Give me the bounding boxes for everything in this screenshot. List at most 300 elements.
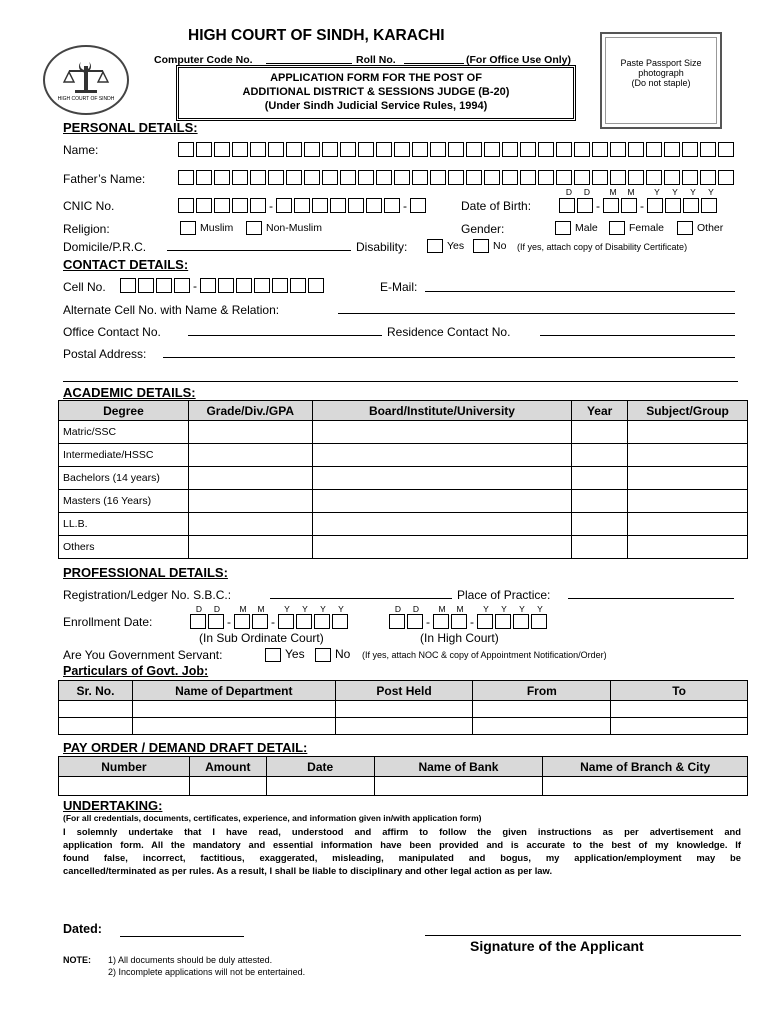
char-box[interactable]: [556, 142, 572, 157]
char-box[interactable]: [196, 198, 212, 213]
date-format-letter: Y: [654, 187, 660, 197]
table-cell[interactable]: [628, 467, 748, 490]
char-box[interactable]: [190, 614, 206, 629]
pay-order-heading: PAY ORDER / DEMAND DRAFT DETAIL:: [63, 740, 308, 755]
undertaking-line: application form. All the mandatory and essential information have been provided and is accurate to the best of my knowledge. If: [63, 839, 741, 850]
table-cell[interactable]: [312, 421, 572, 444]
char-box[interactable]: [332, 614, 348, 629]
char-box[interactable]: [646, 170, 662, 185]
govt-servant-label: Are You Government Servant:: [63, 648, 223, 662]
date-format-letter: M: [456, 604, 464, 614]
char-box[interactable]: [448, 170, 464, 185]
dob-format-hint: [560, 187, 720, 197]
table-cell[interactable]: [473, 701, 611, 718]
char-box[interactable]: [250, 198, 266, 213]
char-box[interactable]: [278, 614, 294, 629]
char-box[interactable]: [252, 614, 268, 629]
disability-yes-checkbox[interactable]: [427, 239, 443, 253]
enrollment-date-label: Enrollment Date:: [63, 615, 153, 629]
char-box[interactable]: [214, 170, 230, 185]
table-row: [59, 490, 748, 513]
religion-non-muslim-option[interactable]: Non-Muslim: [246, 221, 322, 235]
professional-details-heading: PROFESSIONAL DETAILS:: [63, 565, 228, 580]
table-cell[interactable]: [188, 444, 312, 467]
note-label: NOTE:: [63, 955, 91, 965]
roll-no-field[interactable]: [404, 52, 464, 64]
separator-dash: -: [403, 198, 407, 213]
table-row: [59, 444, 748, 467]
char-box[interactable]: [376, 142, 392, 157]
form-title-line-3: (Under Sindh Judicial Service Rules, 1994): [264, 100, 488, 112]
computer-code-field[interactable]: [266, 52, 352, 64]
date-format-letter: Y: [690, 187, 696, 197]
char-box[interactable]: [646, 142, 662, 157]
dob-boxes[interactable]: [559, 198, 717, 213]
table-cell[interactable]: [611, 718, 748, 735]
postal-address-field-1[interactable]: [163, 346, 735, 358]
char-box[interactable]: [718, 170, 734, 185]
govt-servant-yes-option[interactable]: Yes: [265, 647, 305, 662]
char-box[interactable]: [410, 198, 426, 213]
registration-field[interactable]: [270, 587, 452, 599]
place-of-practice-label: Place of Practice:: [457, 588, 551, 602]
photo-box[interactable]: [600, 32, 722, 129]
pay-order-table: [58, 756, 748, 796]
char-box[interactable]: [448, 142, 464, 157]
char-box[interactable]: [577, 198, 593, 213]
court-logo: [43, 45, 129, 115]
char-box[interactable]: [647, 198, 663, 213]
char-box[interactable]: [138, 278, 154, 293]
char-box[interactable]: [304, 142, 320, 157]
date-format-letter: Y: [537, 604, 543, 614]
enrollment-sub-format-hint: [190, 604, 350, 614]
date-format-letter: Y: [302, 604, 308, 614]
govt-job-table: [58, 680, 748, 735]
photo-line-3: (Do not staple): [631, 78, 691, 88]
gender-female-option[interactable]: Female: [609, 221, 664, 235]
religion-muslim-option[interactable]: Muslim: [180, 221, 233, 235]
form-title-box: [178, 67, 574, 119]
govt-yes-checkbox[interactable]: [265, 648, 281, 662]
name-label: Name:: [63, 143, 99, 157]
char-box[interactable]: [389, 614, 405, 629]
undertaking-heading: UNDERTAKING:: [63, 798, 163, 813]
char-box[interactable]: [701, 198, 717, 213]
undertaking-line: found false, incorrect, factitious, exaggerated, misleading, manipulated and bogus, my application/employment may be: [63, 852, 741, 863]
char-box[interactable]: [538, 142, 554, 157]
table-cell[interactable]: [188, 513, 312, 536]
date-format-letter: D: [412, 604, 420, 614]
disability-label: Disability:: [356, 240, 408, 254]
table-row: [59, 718, 748, 735]
char-box[interactable]: [254, 278, 270, 293]
char-box[interactable]: [430, 142, 446, 157]
char-box[interactable]: [451, 614, 467, 629]
column-header: Degree: [59, 401, 189, 421]
char-box[interactable]: [236, 278, 252, 293]
char-box[interactable]: [610, 170, 626, 185]
enrollment-high-format-hint: [389, 604, 549, 614]
court-title: HIGH COURT OF SINDH, KARACHI: [188, 27, 445, 44]
char-box[interactable]: [366, 198, 382, 213]
table-cell[interactable]: [543, 777, 748, 796]
char-box[interactable]: [700, 170, 716, 185]
father-name-boxes[interactable]: [178, 170, 734, 185]
table-cell[interactable]: [312, 467, 572, 490]
separator-dash: -: [269, 198, 273, 213]
char-box[interactable]: [412, 170, 428, 185]
column-header: Grade/Div./GPA: [188, 401, 312, 421]
email-label: E-Mail:: [380, 280, 418, 294]
disability-no-option[interactable]: No: [473, 239, 506, 253]
char-box[interactable]: [502, 142, 518, 157]
cnic-label: CNIC No.: [63, 199, 115, 213]
char-box[interactable]: [268, 142, 284, 157]
char-box[interactable]: [314, 614, 330, 629]
separator-dash: -: [470, 614, 474, 629]
form-title-line-1: APPLICATION FORM FOR THE POST OF: [270, 72, 482, 84]
char-box[interactable]: [683, 198, 699, 213]
alt-cell-field[interactable]: [338, 302, 735, 314]
govt-no-checkbox[interactable]: [315, 648, 331, 662]
char-box[interactable]: [250, 170, 266, 185]
table-row: [59, 536, 748, 559]
char-box[interactable]: [304, 170, 320, 185]
char-box[interactable]: [520, 170, 536, 185]
academic-details-heading: ACADEMIC DETAILS:: [63, 385, 196, 400]
char-box[interactable]: [358, 170, 374, 185]
char-box[interactable]: [272, 278, 288, 293]
date-format-letter: Y: [483, 604, 489, 614]
char-box[interactable]: [218, 278, 234, 293]
date-format-letter: Y: [519, 604, 525, 614]
char-box[interactable]: [513, 614, 529, 629]
table-cell[interactable]: [628, 490, 748, 513]
table-cell[interactable]: [473, 718, 611, 735]
postal-address-label: Postal Address:: [63, 347, 147, 361]
char-box[interactable]: [196, 170, 212, 185]
gender-male-option[interactable]: Male: [555, 221, 598, 235]
char-box[interactable]: [394, 142, 410, 157]
column-header: Number: [59, 757, 190, 777]
gender-other-option[interactable]: Other: [677, 221, 723, 235]
postal-address-field-2[interactable]: [63, 370, 738, 382]
date-format-letter: D: [195, 604, 203, 614]
char-box[interactable]: [322, 170, 338, 185]
degree-cell: Matric/SSC: [59, 421, 189, 444]
char-box[interactable]: [268, 170, 284, 185]
table-cell[interactable]: [572, 513, 628, 536]
char-box[interactable]: [232, 198, 248, 213]
degree-cell: Masters (16 Years): [59, 490, 189, 513]
separator-dash: -: [596, 198, 600, 213]
table-cell[interactable]: [335, 701, 473, 718]
date-format-letter: D: [583, 187, 591, 197]
degree-cell: Bachelors (14 years): [59, 467, 189, 490]
char-box[interactable]: [308, 278, 324, 293]
column-header: Year: [572, 401, 628, 421]
char-box[interactable]: [433, 614, 449, 629]
date-format-letter: D: [394, 604, 402, 614]
char-box[interactable]: [682, 142, 698, 157]
table-row: [59, 513, 748, 536]
char-box[interactable]: [290, 278, 306, 293]
table-cell[interactable]: [188, 536, 312, 559]
govt-job-heading: Particulars of Govt. Job:: [63, 664, 209, 678]
signature-label: Signature of the Applicant: [470, 938, 644, 954]
char-box[interactable]: [174, 278, 190, 293]
residence-contact-field[interactable]: [540, 324, 735, 336]
date-format-letter: D: [213, 604, 221, 614]
academic-table: [58, 400, 748, 559]
separator-dash: -: [426, 614, 430, 629]
char-box[interactable]: [664, 170, 680, 185]
char-box[interactable]: [484, 170, 500, 185]
table-cell[interactable]: [312, 536, 572, 559]
char-box[interactable]: [592, 170, 608, 185]
table-cell[interactable]: [628, 421, 748, 444]
date-format-letter: Y: [338, 604, 344, 614]
char-box[interactable]: [296, 614, 312, 629]
office-contact-label: Office Contact No.: [63, 325, 161, 339]
degree-cell: LL.B.: [59, 513, 189, 536]
gender-label: Gender:: [461, 222, 505, 236]
table-cell[interactable]: [572, 467, 628, 490]
table-cell[interactable]: [312, 513, 572, 536]
char-box[interactable]: [208, 614, 224, 629]
enrollment-sub-court-boxes[interactable]: [190, 614, 348, 629]
char-box[interactable]: [484, 142, 500, 157]
high-court-caption: (In High Court): [420, 631, 499, 645]
signature-line[interactable]: [425, 935, 741, 936]
char-box[interactable]: [286, 142, 302, 157]
char-box[interactable]: [412, 142, 428, 157]
domicile-label: Domicile/P.R.C.: [63, 240, 147, 254]
table-cell[interactable]: [59, 718, 133, 735]
table-cell[interactable]: [59, 777, 190, 796]
logo-caption: HIGH COURT OF SINDH: [57, 96, 115, 102]
date-format-letter: D: [565, 187, 573, 197]
date-format-letter: M: [609, 187, 617, 197]
table-row: [59, 421, 748, 444]
table-cell[interactable]: [335, 718, 473, 735]
char-box[interactable]: [574, 142, 590, 157]
char-box[interactable]: [592, 142, 608, 157]
dated-field[interactable]: [120, 925, 244, 937]
char-box[interactable]: [610, 142, 626, 157]
table-cell[interactable]: [572, 421, 628, 444]
char-box[interactable]: [621, 198, 637, 213]
char-box[interactable]: [312, 198, 328, 213]
table-row: [59, 777, 748, 796]
note-line-1: 1) All documents should be duly attested.: [108, 955, 273, 965]
char-box[interactable]: [628, 170, 644, 185]
char-box[interactable]: [120, 278, 136, 293]
disability-no-checkbox[interactable]: [473, 239, 489, 253]
column-header: To: [611, 681, 748, 701]
char-box[interactable]: [520, 142, 536, 157]
char-box[interactable]: [628, 142, 644, 157]
char-box[interactable]: [384, 198, 400, 213]
form-title-line-2: ADDITIONAL DISTRICT & SESSIONS JUDGE (B-20): [242, 86, 510, 98]
disability-yes-option[interactable]: Yes: [427, 239, 464, 253]
table-row: [59, 467, 748, 490]
undertaking-text: [63, 825, 741, 877]
char-box[interactable]: [178, 142, 194, 157]
table-cell[interactable]: [628, 513, 748, 536]
disability-note: (If yes, attach copy of Disability Certificate): [517, 242, 688, 252]
char-box[interactable]: [538, 170, 554, 185]
religion-label: Religion:: [63, 222, 110, 236]
char-box[interactable]: [466, 142, 482, 157]
office-contact-field[interactable]: [188, 324, 382, 336]
email-field[interactable]: [425, 280, 735, 292]
char-box[interactable]: [276, 198, 292, 213]
domicile-field[interactable]: [167, 239, 351, 251]
char-box[interactable]: [700, 142, 716, 157]
registration-label: Registration/Ledger No. S.B.C.:: [63, 588, 232, 602]
degree-cell: Others: [59, 536, 189, 559]
dob-label: Date of Birth:: [461, 199, 532, 213]
char-box[interactable]: [286, 170, 302, 185]
residence-contact-label: Residence Contact No.: [387, 325, 511, 339]
alt-cell-label: Alternate Cell No. with Name & Relation:: [63, 303, 280, 317]
char-box[interactable]: [477, 614, 493, 629]
enrollment-high-court-boxes[interactable]: [389, 614, 547, 629]
char-box[interactable]: [407, 614, 423, 629]
computer-code-label: Computer Code No.: [154, 54, 253, 66]
muslim-checkbox[interactable]: [180, 221, 196, 235]
char-box[interactable]: [430, 170, 446, 185]
table-cell[interactable]: [611, 701, 748, 718]
char-box[interactable]: [340, 170, 356, 185]
office-use-label: (For Office Use Only): [466, 54, 572, 66]
char-box[interactable]: [200, 278, 216, 293]
char-box[interactable]: [214, 198, 230, 213]
date-format-letter: Y: [708, 187, 714, 197]
column-header: Subject/Group: [628, 401, 748, 421]
char-box[interactable]: [559, 198, 575, 213]
char-box[interactable]: [682, 170, 698, 185]
table-cell[interactable]: [572, 490, 628, 513]
undertaking-line: cancelled/terminated as per rules. As a result, I shall be liable to disciplinary and other legal action as per law.: [63, 865, 553, 876]
separator-dash: -: [227, 614, 231, 629]
char-box[interactable]: [178, 170, 194, 185]
table-cell[interactable]: [59, 701, 133, 718]
char-box[interactable]: [340, 142, 356, 157]
char-box[interactable]: [322, 142, 338, 157]
char-box[interactable]: [556, 170, 572, 185]
roll-no-label: Roll No.: [356, 54, 396, 66]
separator-dash: -: [640, 198, 644, 213]
char-box[interactable]: [466, 170, 482, 185]
female-checkbox[interactable]: [609, 221, 625, 235]
char-box[interactable]: [718, 142, 734, 157]
column-header: Amount: [189, 757, 266, 777]
date-format-letter: M: [627, 187, 635, 197]
table-cell[interactable]: [132, 718, 335, 735]
table-cell[interactable]: [572, 444, 628, 467]
column-header: Name of Branch & City: [543, 757, 748, 777]
char-box[interactable]: [196, 142, 212, 157]
non-muslim-checkbox[interactable]: [246, 221, 262, 235]
other-checkbox[interactable]: [677, 221, 693, 235]
char-box[interactable]: [664, 142, 680, 157]
char-box[interactable]: [294, 198, 310, 213]
char-box[interactable]: [232, 170, 248, 185]
undertaking-line: I solemnly undertake that I have read, understood and affirm to follow the given instructions as per advertisement and: [63, 826, 741, 837]
male-checkbox[interactable]: [555, 221, 571, 235]
place-of-practice-field[interactable]: [568, 587, 734, 599]
char-box[interactable]: [214, 142, 230, 157]
table-cell[interactable]: [628, 444, 748, 467]
undertaking-intro: (For all credentials, documents, certificates, experience, and information given in/with application form): [63, 813, 482, 823]
cnic-boxes[interactable]: [178, 198, 426, 213]
father-name-label: Father’s Name:: [63, 172, 146, 186]
date-format-letter: M: [438, 604, 446, 614]
cell-label: Cell No.: [63, 280, 106, 294]
table-cell[interactable]: [266, 777, 374, 796]
table-cell[interactable]: [188, 467, 312, 490]
table-cell[interactable]: [628, 536, 748, 559]
char-box[interactable]: [495, 614, 511, 629]
char-box[interactable]: [394, 170, 410, 185]
char-box[interactable]: [232, 142, 248, 157]
sub-court-caption: (In Sub Ordinate Court): [199, 631, 324, 645]
column-header: From: [473, 681, 611, 701]
table-cell[interactable]: [374, 777, 543, 796]
char-box[interactable]: [376, 170, 392, 185]
table-cell[interactable]: [572, 536, 628, 559]
table-row: [59, 701, 748, 718]
govt-servant-no-option[interactable]: No: [315, 647, 350, 662]
char-box[interactable]: [156, 278, 172, 293]
char-box[interactable]: [330, 198, 346, 213]
char-box[interactable]: [531, 614, 547, 629]
name-boxes[interactable]: [178, 142, 734, 157]
column-header: Sr. No.: [59, 681, 133, 701]
char-box[interactable]: [358, 142, 374, 157]
table-cell[interactable]: [188, 490, 312, 513]
separator-dash: -: [271, 614, 275, 629]
column-header: Name of Bank: [374, 757, 543, 777]
date-format-letter: Y: [672, 187, 678, 197]
char-box[interactable]: [502, 170, 518, 185]
date-format-letter: Y: [284, 604, 290, 614]
cell-boxes[interactable]: [120, 278, 324, 293]
scales-emblem-icon: [61, 58, 111, 96]
separator-dash: -: [193, 278, 197, 293]
char-box[interactable]: [234, 614, 250, 629]
table-cell[interactable]: [132, 701, 335, 718]
table-cell[interactable]: [188, 421, 312, 444]
table-cell[interactable]: [312, 490, 572, 513]
note-line-2: 2) Incomplete applications will not be entertained.: [108, 967, 306, 977]
char-box[interactable]: [574, 170, 590, 185]
table-cell[interactable]: [189, 777, 266, 796]
dated-label: Dated:: [63, 922, 102, 936]
char-box[interactable]: [348, 198, 364, 213]
char-box[interactable]: [250, 142, 266, 157]
char-box[interactable]: [603, 198, 619, 213]
date-format-letter: Y: [320, 604, 326, 614]
photo-line-1: Paste Passport Size: [620, 58, 702, 68]
table-cell[interactable]: [312, 444, 572, 467]
char-box[interactable]: [178, 198, 194, 213]
char-box[interactable]: [665, 198, 681, 213]
column-header: Name of Department: [132, 681, 335, 701]
